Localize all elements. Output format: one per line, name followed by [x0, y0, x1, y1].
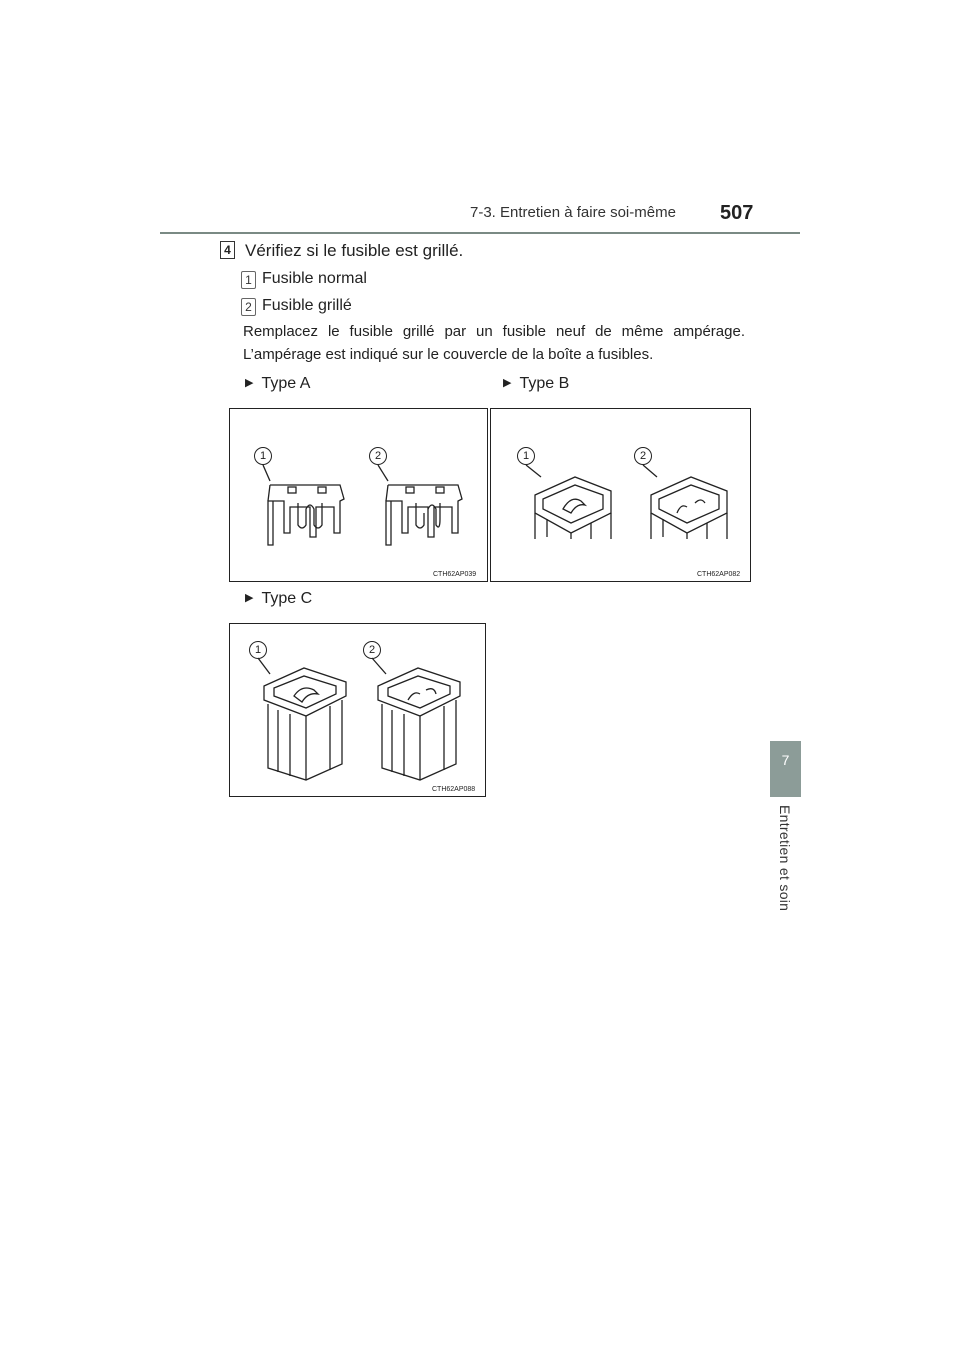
header-divider — [160, 232, 800, 234]
item-label-normal: Fusible normal — [262, 270, 367, 287]
callout-2: 2 — [634, 447, 652, 465]
type-a-text: Type A — [261, 375, 311, 392]
page-number: 507 — [720, 202, 754, 224]
fuse-type-c-drawing — [230, 624, 487, 798]
callout-1: 1 — [249, 641, 267, 659]
triangle-right-icon: ▶ — [245, 377, 254, 389]
item-number-2: 2 — [241, 298, 256, 316]
fuse-type-a-drawing — [230, 409, 489, 583]
item-label-blown: Fusible grillé — [262, 297, 352, 314]
type-b-text: Type B — [519, 375, 570, 392]
figure-code: CTH62AP039 — [433, 571, 477, 578]
callout-1: 1 — [254, 447, 272, 465]
item-number-1: 1 — [241, 271, 256, 289]
type-c-text: Type C — [261, 590, 313, 607]
type-c-label — [245, 590, 312, 608]
type-a-label — [245, 375, 310, 393]
figure-type-b — [490, 408, 751, 582]
figure-code: CTH62AP082 — [697, 571, 741, 578]
chapter-number: 7 — [781, 752, 790, 768]
section-title: 7-3. Entretien à faire soi-même — [470, 204, 676, 221]
figure-type-c — [229, 623, 486, 797]
triangle-right-icon: ▶ — [245, 592, 254, 604]
fuse-type-b-drawing — [491, 409, 752, 583]
callout-1: 1 — [517, 447, 535, 465]
triangle-right-icon: ▶ — [503, 377, 512, 389]
step-text: Vérifiez si le fusible est grillé. — [245, 241, 464, 260]
figure-type-a — [229, 408, 488, 582]
chapter-title: Entretien et soin — [777, 805, 793, 912]
type-b-label — [503, 375, 569, 393]
figure-code: CTH62AP088 — [432, 786, 476, 793]
chapter-tab — [770, 741, 801, 797]
replacement-note: Remplacez le fusible grillé par un fusible neuf de même ampérage. L’ampérage est indiqué sur le couvercle de la boîte a fusibles. — [243, 323, 745, 363]
callout-2: 2 — [363, 641, 381, 659]
step-number: 4 — [220, 241, 235, 259]
callout-2: 2 — [369, 447, 387, 465]
